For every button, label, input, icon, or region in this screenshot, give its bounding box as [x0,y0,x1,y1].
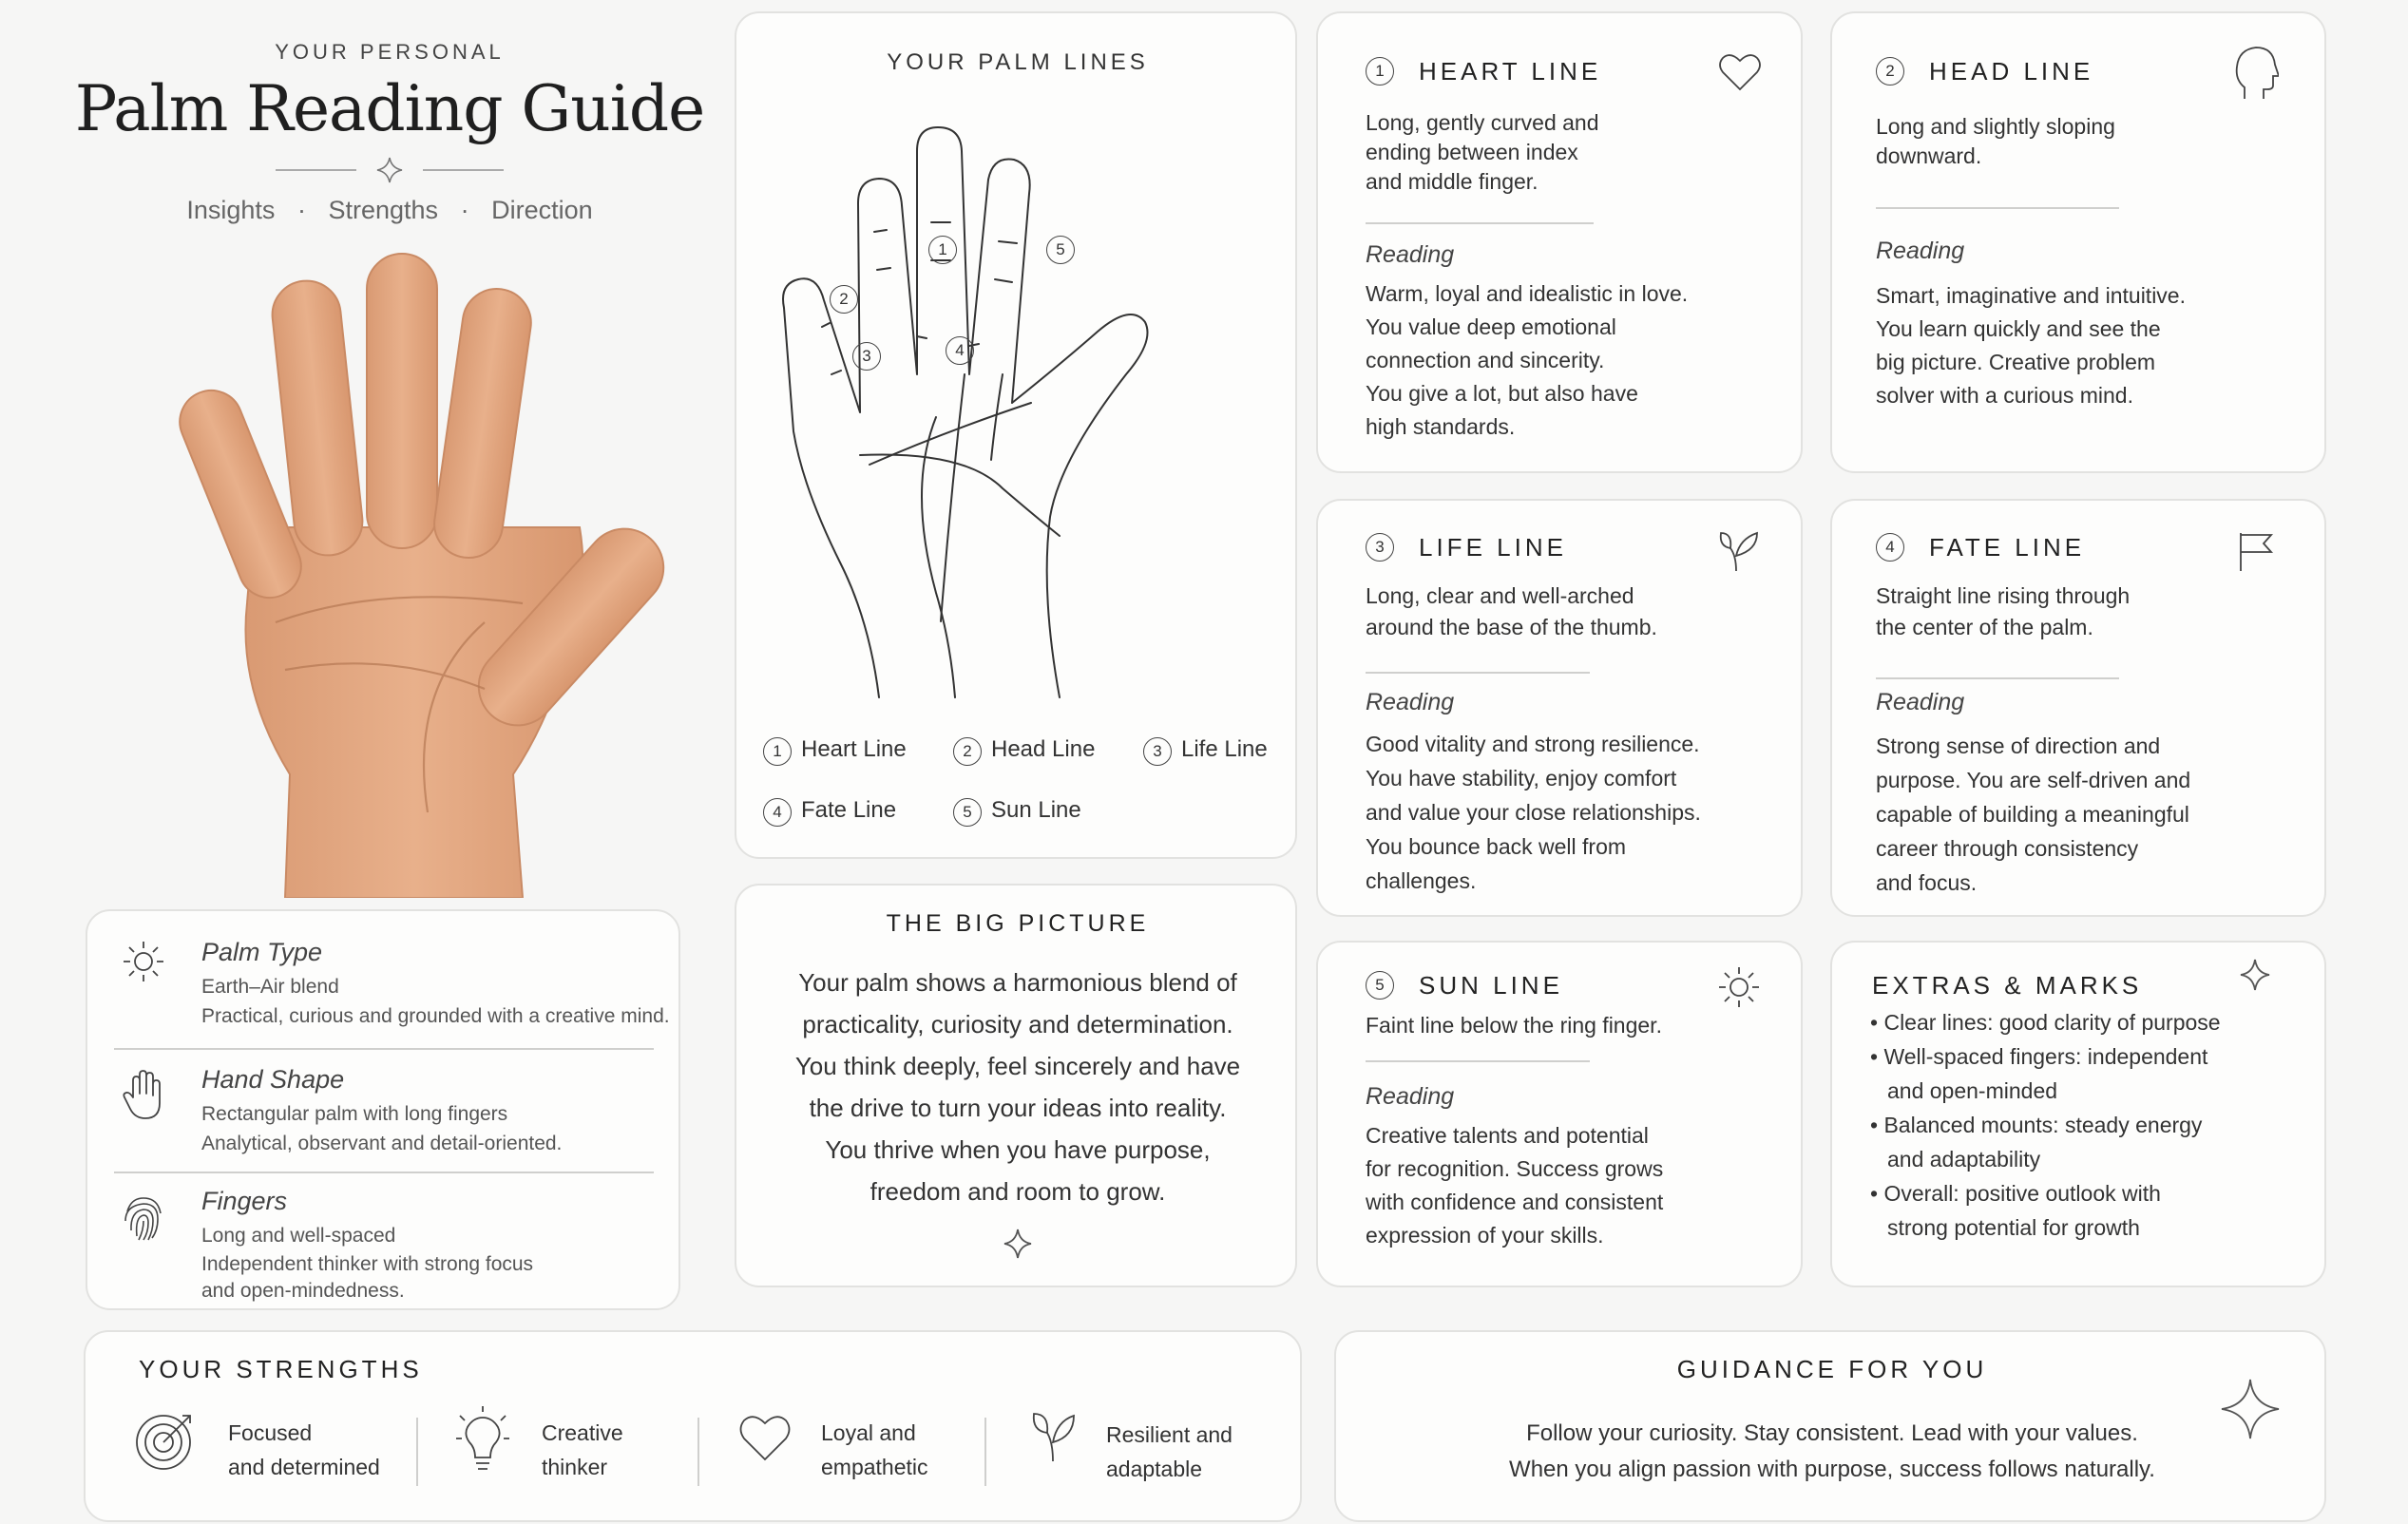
reading-text: Creative talents and potential for recognition. Success grows with confidence and consistent expression of your skills. [1366,1123,1664,1248]
trait-line: and open-mindedness. [201,1280,405,1302]
list-item: • Overall: positive outlook with [1870,1181,2161,1206]
strengths-title: YOUR STRENGTHS [139,1355,423,1383]
list-item: • Well-spaced fingers: independent [1870,1044,2208,1069]
guidance-title: GUIDANCE FOR YOU [1676,1355,1988,1383]
palm-lines-diagram [774,89,1269,721]
line-desc: Long and slightly sloping downward. [1876,114,2115,168]
palm-lines-title: YOUR PALM LINES [887,49,1149,75]
trait-line: Practical, curious and grounded with a creative mind. [201,1005,670,1027]
head-line-card [1830,11,2326,473]
extras-list: • Clear lines: good clarity of purpose • Well-spaced fingers: independent and open-minded • Balanced mounts: steady energy and adaptability • Overall: positive outlook with strong potential for growth [1870,1005,2221,1245]
marker-life: 3 [852,342,881,371]
palm-lines-card [735,11,1297,859]
line-number: 3 [1366,533,1394,562]
trait-line: Analytical, observant and detail-oriented. [201,1133,563,1154]
divider [698,1418,699,1486]
reading-label: Reading [1876,689,1965,715]
divider [416,1418,418,1486]
sparkle-icon [1003,1228,1033,1260]
sprout-icon [1717,527,1761,573]
extras-title: EXTRAS & MARKS [1872,971,2143,1000]
list-item: • Balanced mounts: steady energy [1870,1113,2203,1137]
legend-label: Fate Line [801,797,897,823]
trait-title: Hand Shape [201,1065,345,1094]
palm-traits-card [86,909,680,1310]
flag-icon [2235,529,2275,573]
big-picture-title: THE BIG PICTURE [886,910,1150,937]
legend-label: Life Line [1181,736,1268,762]
tagline-insights: Insights [186,196,276,224]
legend-number: 2 [953,737,982,766]
target-icon [133,1408,198,1473]
divider [1366,1060,1590,1062]
trait-line: Independent thinker with strong focus [201,1253,534,1275]
strengths-card [84,1330,1302,1522]
big-picture-card [735,884,1297,1287]
trait-line: Long and well-spaced [201,1225,396,1247]
divider [114,1048,654,1050]
fingerprint-icon [120,1192,167,1244]
line-number: 1 [1366,57,1394,86]
legend-number: 3 [1143,737,1172,766]
divider [984,1418,986,1486]
line-title: SUN LINE [1419,971,1563,1000]
trait-line: Earth–Air blend [201,976,339,998]
heart-icon [1717,51,1763,93]
head-profile-icon [2231,44,2279,103]
legend-label: Heart Line [801,736,907,762]
line-number: 5 [1366,971,1394,1000]
trait-line: Rectangular palm with long fingers [201,1103,508,1125]
divider [1876,677,2119,679]
sparkle-icon [2239,958,2271,992]
line-title: HEAD LINE [1929,57,2094,86]
marker-heart: 1 [928,236,957,264]
tagline: Insights · Strengths · Direction [186,196,593,224]
reading-text: Strong sense of direction and purpose. You are self-driven and capable of building a meaningful career through consistency and focus. [1876,733,2191,895]
big-picture-text: Your palm shows a harmonious blend of practicality, curiosity and determination. You think deeply, feel sincerely and have the drive to turn your ideas into reality. You thrive when you have purpose, freedom and room to grow. [794,968,1241,1206]
line-title: FATE LINE [1929,533,2086,562]
marker-sun: 5 [1046,236,1075,264]
reading-label: Reading [1366,1083,1455,1110]
life-line-card [1316,499,1803,917]
line-desc: Faint line below the ring finger. [1366,1013,1662,1038]
tagline-direction: Direction [491,196,593,224]
strength-item: Loyal and empathetic [821,1420,928,1479]
sun-line-card [1316,941,1803,1287]
marker-fate: 4 [946,336,974,365]
sun-icon [1715,963,1763,1011]
strength-item: Creative thinker [542,1420,623,1479]
strength-item: Resilient and adaptable [1106,1422,1233,1481]
hand-icon [120,1069,167,1122]
title-divider [276,156,504,184]
divider [1366,672,1590,674]
line-desc: Long, gently curved and ending between index and middle finger. [1366,110,1599,194]
heart-icon [737,1412,793,1463]
line-desc: Straight line rising through the center of the palm. [1876,583,2131,639]
trait-title: Fingers [201,1187,288,1215]
sparkle-icon [2220,1378,2281,1440]
strength-item: Focused and determined [228,1420,380,1479]
trait-title: Palm Type [201,938,323,966]
line-desc: Long, clear and well-arched around the base of the thumb. [1366,583,1657,639]
legend-label: Sun Line [991,797,1081,823]
line-number: 2 [1876,57,1904,86]
line-title: LIFE LINE [1419,533,1567,562]
reading-text: Smart, imaginative and intuitive. You learn quickly and see the big picture. Creative problem solver with a curious mind. [1876,283,2186,408]
header-eyebrow: YOUR PERSONAL [275,40,505,64]
legend-number: 4 [763,798,792,827]
sun-icon [120,938,167,985]
heart-line-card [1316,11,1803,473]
guidance-card [1334,1330,2326,1522]
list-item: • Clear lines: good clarity of purpose [1870,1010,2221,1035]
line-title: HEART LINE [1419,57,1602,86]
header [57,29,722,247]
tagline-strengths: Strengths [328,196,439,224]
reading-text: Warm, loyal and idealistic in love. You value deep emotional connection and sincerity. You give a lot, but also have high standards. [1366,281,1689,439]
line-number: 4 [1876,533,1904,562]
legend-number: 5 [953,798,982,827]
sprout-icon [1028,1408,1078,1463]
reading-text: Good vitality and strong resilience. You have stability, enjoy comfort and value your close relationships. You bounce back well from challenges. [1366,732,1701,893]
divider [1876,207,2119,209]
lightbulb-icon [454,1404,511,1475]
page-title: Palm Reading Guide [74,72,705,145]
marker-head: 2 [830,285,858,314]
guidance-text: Follow your curiosity. Stay consistent. Lead with your values. When you align passion with purpose, success follows naturally. [1509,1420,2155,1482]
divider [1366,222,1594,224]
reading-label: Reading [1876,238,1965,264]
fate-line-card [1830,499,2326,917]
reading-label: Reading [1366,241,1455,268]
legend-label: Head Line [991,736,1096,762]
extras-card [1830,941,2326,1287]
hand-photo [171,242,684,898]
divider [114,1172,654,1173]
legend-number: 1 [763,737,792,766]
reading-label: Reading [1366,689,1455,715]
